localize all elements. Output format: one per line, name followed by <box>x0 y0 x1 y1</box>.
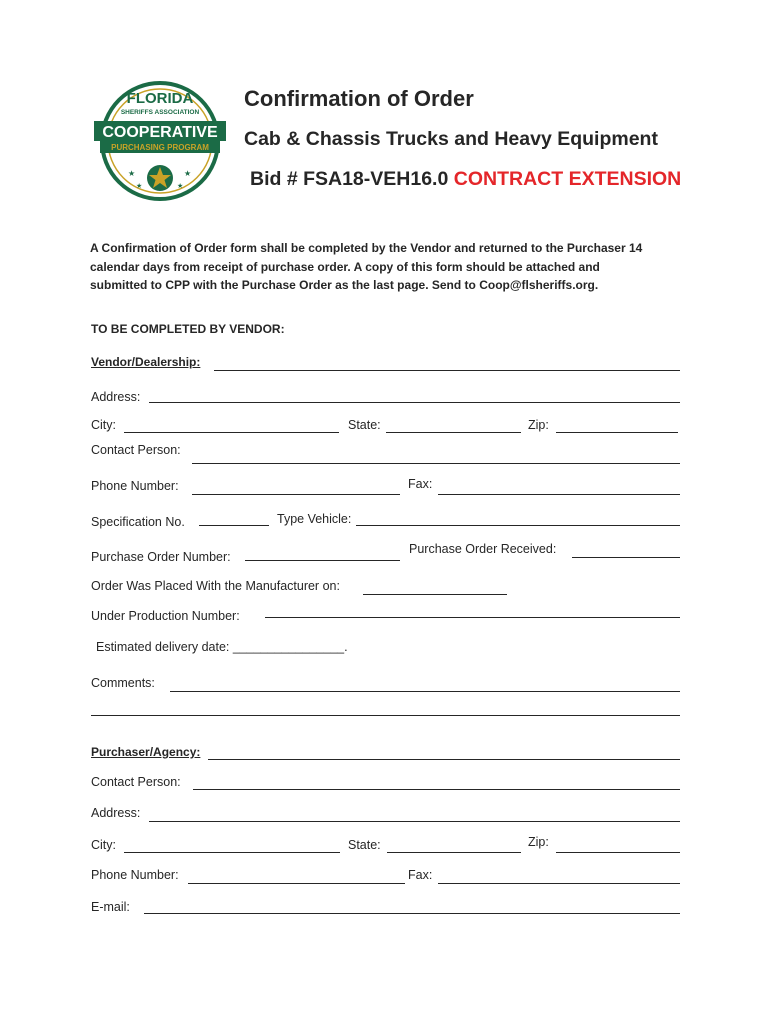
florida-sheriffs-cpp-logo <box>92 78 228 204</box>
vendor-phone-field[interactable] <box>192 494 400 495</box>
vendor-dealership-field[interactable] <box>214 370 680 371</box>
bid-number <box>250 168 681 191</box>
purchaser-zip-field[interactable] <box>556 852 680 853</box>
intro-line: calendar days from receipt of purchase order. A copy of this form should be attached and <box>90 259 600 274</box>
logo-line1: FLORIDA <box>126 90 194 107</box>
purchaser-email-label: E-mail: <box>91 900 130 914</box>
vendor-contact-label: Contact Person: <box>91 443 181 457</box>
purchaser-city-label: City: <box>91 838 116 852</box>
vendor-city-field[interactable] <box>124 432 339 433</box>
vendor-fax-label: Fax: <box>408 477 433 491</box>
vendor-state-label: State: <box>348 418 381 432</box>
vendor-zip-label: Zip: <box>528 418 549 432</box>
vendor-order-placed-field[interactable] <box>363 594 507 595</box>
vendor-order-placed-label: Order Was Placed With the Manufacturer on: <box>91 579 340 593</box>
vendor-po-received-label: Purchase Order Received: <box>409 542 557 556</box>
purchaser-phone-label: Phone Number: <box>91 868 179 882</box>
purchaser-state-label: State: <box>348 838 381 852</box>
vendor-spec-label: Specification No. <box>91 515 185 529</box>
vendor-type-vehicle-label: Type Vehicle: <box>277 512 352 526</box>
purchaser-contact-label: Contact Person: <box>91 775 181 789</box>
page-subtitle: Cab & Chassis Trucks and Heavy Equipment <box>244 128 658 150</box>
vendor-comments-label: Comments: <box>91 676 155 690</box>
purchaser-city-field[interactable] <box>124 852 340 853</box>
vendor-po-number-field[interactable] <box>245 560 400 561</box>
purchaser-zip-label: Zip: <box>528 835 549 849</box>
vendor-delivery-date[interactable]: Estimated delivery date: ________________. <box>96 640 348 654</box>
logo-line3: PURCHASING PROGRAM <box>111 143 209 152</box>
logo-banner: COOPERATIVE <box>102 124 218 141</box>
svg-text:★: ★ <box>128 169 136 178</box>
purchaser-address-label: Address: <box>91 806 141 820</box>
vendor-phone-label: Phone Number: <box>91 479 179 493</box>
vendor-fax-field[interactable] <box>438 494 680 495</box>
purchaser-heading: Purchaser/Agency: <box>91 745 201 759</box>
purchaser-state-field[interactable] <box>387 852 521 853</box>
vendor-address-label: Address: <box>91 390 141 404</box>
vendor-production-label: Under Production Number: <box>91 609 240 623</box>
vendor-city-label: City: <box>91 418 116 432</box>
purchaser-contact-field[interactable] <box>193 789 680 790</box>
svg-text:★: ★ <box>184 169 192 178</box>
vendor-address-field[interactable] <box>149 402 680 403</box>
vendor-dealership-label: Vendor/Dealership: <box>91 355 201 369</box>
vendor-type-vehicle-field[interactable] <box>356 525 680 526</box>
vendor-po-number-label: Purchase Order Number: <box>91 550 231 564</box>
purchaser-fax-label: Fax: <box>408 868 433 882</box>
vendor-state-field[interactable] <box>386 432 521 433</box>
vendor-po-received-field[interactable] <box>572 557 680 558</box>
vendor-comments-field[interactable] <box>170 691 680 692</box>
vendor-comments-field-2[interactable] <box>91 715 680 716</box>
bid-extension: CONTRACT EXTENSION <box>453 168 682 190</box>
vendor-heading: TO BE COMPLETED BY VENDOR: <box>91 322 285 336</box>
svg-text:★: ★ <box>136 183 143 190</box>
vendor-production-field[interactable] <box>265 617 680 618</box>
purchaser-phone-field[interactable] <box>188 883 405 884</box>
purchaser-address-field[interactable] <box>149 821 680 822</box>
intro-paragraph <box>90 239 690 295</box>
vendor-contact-field[interactable] <box>192 463 680 464</box>
page-title: Confirmation of Order <box>244 86 474 111</box>
logo-seal-icon <box>92 78 228 204</box>
vendor-spec-field[interactable] <box>199 525 269 526</box>
svg-text:★: ★ <box>177 183 184 190</box>
purchaser-fax-field[interactable] <box>438 883 680 884</box>
vendor-zip-field[interactable] <box>556 432 678 433</box>
logo-line2: SHERIFFS ASSOCIATION <box>120 109 200 116</box>
purchaser-email-field[interactable] <box>144 913 680 914</box>
bid-prefix: Bid # FSA18-VEH16.0 <box>250 168 449 190</box>
intro-line: submitted to CPP with the Purchase Order as the last page. Send to Coop@flsheriffs.org. <box>90 278 599 292</box>
intro-line: A Confirmation of Order form shall be completed by the Vendor and returned to the Purchaser 14 <box>90 241 643 255</box>
purchaser-agency-field[interactable] <box>208 759 680 760</box>
